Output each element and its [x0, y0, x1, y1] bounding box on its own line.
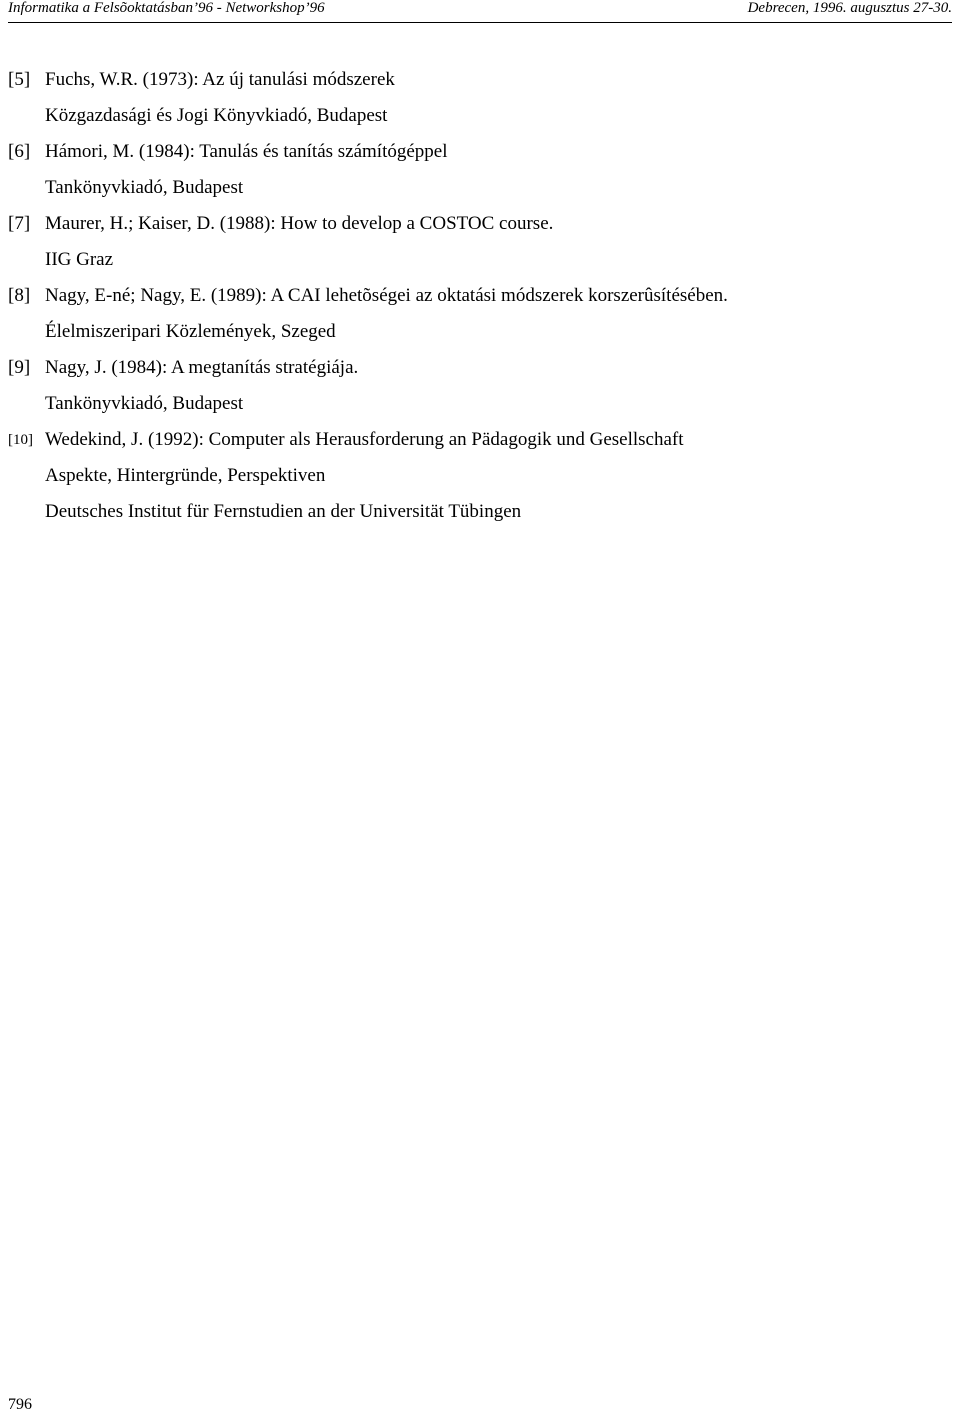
reference-8-line-1 — [8, 282, 948, 318]
reference-number: [7] — [8, 213, 31, 234]
reference-8-line-2 — [8, 318, 948, 354]
reference-text: Aspekte, Hintergründe, Perspektiven — [45, 465, 326, 486]
reference-number: [6] — [8, 141, 31, 162]
reference-text: Nagy, E-né; Nagy, E. (1989): A CAI lehetõségei az oktatási módszerek korszerûsítésében. — [45, 285, 728, 306]
reference-text: IIG Graz — [45, 249, 114, 270]
page-number: 796 — [8, 1396, 32, 1413]
reference-text: Maurer, H.; Kaiser, D. (1988): How to develop a COSTOC course. — [45, 213, 554, 234]
reference-6-line-2 — [8, 174, 948, 210]
reference-10-line-1 — [8, 426, 948, 462]
reference-7-line-2 — [8, 246, 948, 282]
reference-text: Deutsches Institut für Fernstudien an der Universität Tübingen — [45, 501, 522, 522]
reference-number: [9] — [8, 357, 31, 378]
reference-10-line-2 — [8, 462, 948, 498]
reference-number: [10] — [8, 432, 33, 448]
reference-text: Közgazdasági és Jogi Könyvkiadó, Budapest — [45, 105, 388, 126]
reference-text: Wedekind, J. (1992): Computer als Herausforderung an Pädagogik und Gesellschaft — [45, 429, 684, 450]
reference-text: Élelmiszeripari Közlemények, Szeged — [45, 321, 336, 342]
reference-text: Tankönyvkiadó, Budapest — [45, 393, 244, 414]
reference-5-line-2 — [8, 102, 948, 138]
running-header — [8, 0, 952, 23]
reference-text: Hámori, M. (1984): Tanulás és tanítás számítógéppel — [45, 141, 448, 162]
reference-list — [8, 66, 948, 534]
reference-number: [5] — [8, 69, 31, 90]
reference-5-line-1 — [8, 66, 948, 102]
reference-9-line-2 — [8, 390, 948, 426]
reference-text: Nagy, J. (1984): A megtanítás stratégiája. — [45, 357, 359, 378]
reference-text: Fuchs, W.R. (1973): Az új tanulási módszerek — [45, 69, 395, 90]
reference-text: Tankönyvkiadó, Budapest — [45, 177, 244, 198]
header-location-date: Debrecen, 1996. augusztus 27-30. — [747, 0, 952, 16]
header-conference-title: Informatika a Felsõoktatásban’96 - Networkshop’96 — [8, 0, 325, 16]
reference-10-line-3 — [8, 498, 948, 534]
reference-9-line-1 — [8, 354, 948, 390]
reference-6-line-1 — [8, 138, 948, 174]
reference-7-line-1 — [8, 210, 948, 246]
reference-number: [8] — [8, 285, 31, 306]
